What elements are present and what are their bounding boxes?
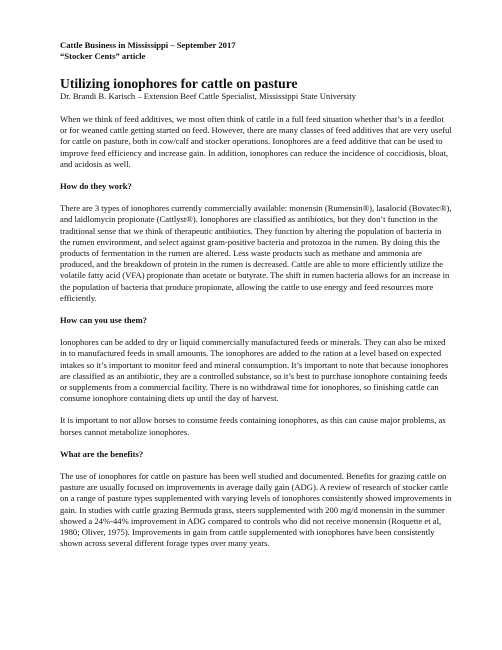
publication-line: Cattle Business in Mississippi – September 2017	[60, 40, 236, 50]
section-paragraph: It is important to not allow horses to consume feeds containing ionophores, as this can cause major problems, as horses cannot metabolize ionophores.	[60, 415, 446, 437]
section-paragraph: Ionophores can be added to dry or liquid commercially manufactured feeds or minerals. They can also be mixed in to manufactured feeds in small amounts. The ionophores are added to the ration at a level based on expected intakes so it’s important to monitor feed and mineral consumption. It’s important to note that because ionophores are classified as an antibiotic, they are a controlled substance, so it’s best to purchase ionophore containing feeds or supplements from a commercial facility. There is no withdrawal time for ionophores, so finishing cattle can consume ionophore containing diets up until the day of harvest.	[60, 337, 449, 404]
section-paragraph: There are 3 types of ionophores currently commercially available: monensin (Rumensin®), lasalocid (Bovatec®), and laidlomycin propionate (Cattlyst®). Ionophores are classified as antibiotics, but they don’t function in the traditional sense that we think of therapeutic antibiotics. They function by altering the population of bacteria in the rumen environment, and select against gram-positive bacteria and protozoa in the rumen. By doing this the products of fermentation in the rumen are altered. Less waste products such as methane and ammonia are produced, and the breakdown of protein in the rumen is decreased. Cattle are able to more efficiently utilize the volatile fatty acid (VFA) propionate than acetate or butyrate. The shift in rumen bacteria allows for an increase in the population of bacteria that produce propionate, allowing the cattle to use energy and feed resources more efficiently.	[60, 203, 452, 303]
section-heading-how-use: How can you use them?	[60, 315, 147, 326]
article-title: Utilizing ionophores for cattle on pasture	[60, 76, 298, 91]
section-heading-benefits: What are the benefits?	[60, 448, 144, 459]
intro-paragraph: When we think of feed additives, we most often think of cattle in a full feed situation whether that’s in a feedlot or for weaned cattle getting started on feed. However, there are many classes of feed additives that are very useful for cattle on pasture, both in cow/calf and stocker operations. Ionophores are a feed additive that can be used to improve feed efficiency and increase gain. In addition, ionophores can reduce the incidence of coccidiosis, bloat, and acidosis as well.	[60, 114, 452, 169]
document-page	[60, 40, 452, 550]
section-paragraph: The use of ionophores for cattle on pasture has been well studied and documented. Benefits for grazing cattle on pasture are usually focused on improvements in average daily gain (ADG). A review of research of stocker cattle on a range of pasture types supplemented with varying levels of ionophores consistently showed improvements in gain. In studies with cattle grazing Bermuda grass, steers supplemented with 200 mg/d monensin in the summer showed a 24%-44% improvement in ADG compared to controls who did not receive monensin (Roquette et al, 1980; Oliver, 1975). Improvements in gain from cattle supplemented with ionophores have been consistently shown across several different forage types over many years.	[60, 471, 452, 549]
section-heading-how-work: How do they work?	[60, 181, 132, 192]
author-byline: Dr. Brandi B. Karisch – Extension Beef Cattle Specialist, Mississippi State University	[60, 91, 356, 101]
article-series-line: “Stocker Cents” article	[60, 50, 146, 61]
